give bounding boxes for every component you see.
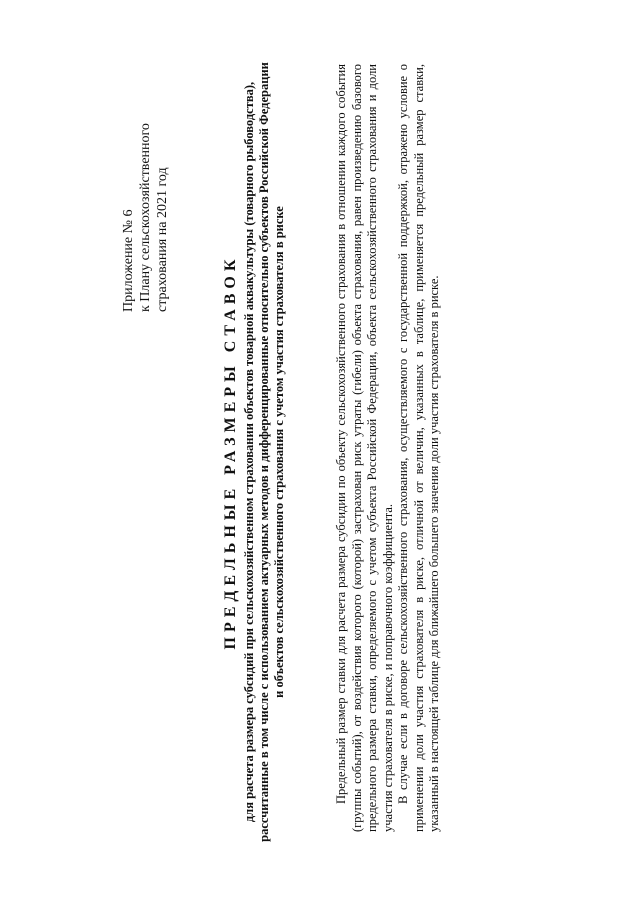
appendix-block — [120, 52, 171, 312]
page-subtitle: для расчета размера субсидий при сельскохозяйственном страховании объектов товарной аквакультуры (товарного рыбоводства), рассчитанные в том числе с использованием актуарных методов и дифференцированные относительно субъектов Российской Федерации и объектов сельскохозяйственного страхования с учетом участия страхователя в риске — [242, 62, 286, 842]
paragraph-1: Предельный размер ставки для расчета размера субсидии по объекту сельскохозяйственного страхования в отношении каждого события (группы событий), от воздействия которого (которой) застрахован риск утраты (гибели) объекта страхования, равен произведению базового предельного размера ставки, определяемого с учетом субъекта Российской Федерации, объекта сельскохозяйственного страхования и доли участия страхователя в риске, и поправочного коэффициента. — [334, 64, 395, 832]
appendix-year: страхования на 2021 год — [155, 167, 170, 312]
rotated-content — [110, 42, 530, 862]
appendix-number: Приложение № 6 — [121, 209, 136, 312]
paragraph-2: В случае если в договоре сельскохозяйственного страхования, осуществляемого с государственной поддержкой, отражено условие о применении доли участия страхователя в риске, отличной от величин, указанных в таблице, применяется предельный размер ставки, указанный в настоящей таблице для ближайшего большего значения доли участия страхователя в риске. — [396, 64, 441, 832]
appendix-reference: к Плану сельскохозяйственного — [138, 123, 153, 312]
body-text — [334, 64, 443, 832]
page-title: ПРЕДЕЛЬНЫЕ РАЗМЕРЫ СТАВОК — [222, 254, 239, 650]
